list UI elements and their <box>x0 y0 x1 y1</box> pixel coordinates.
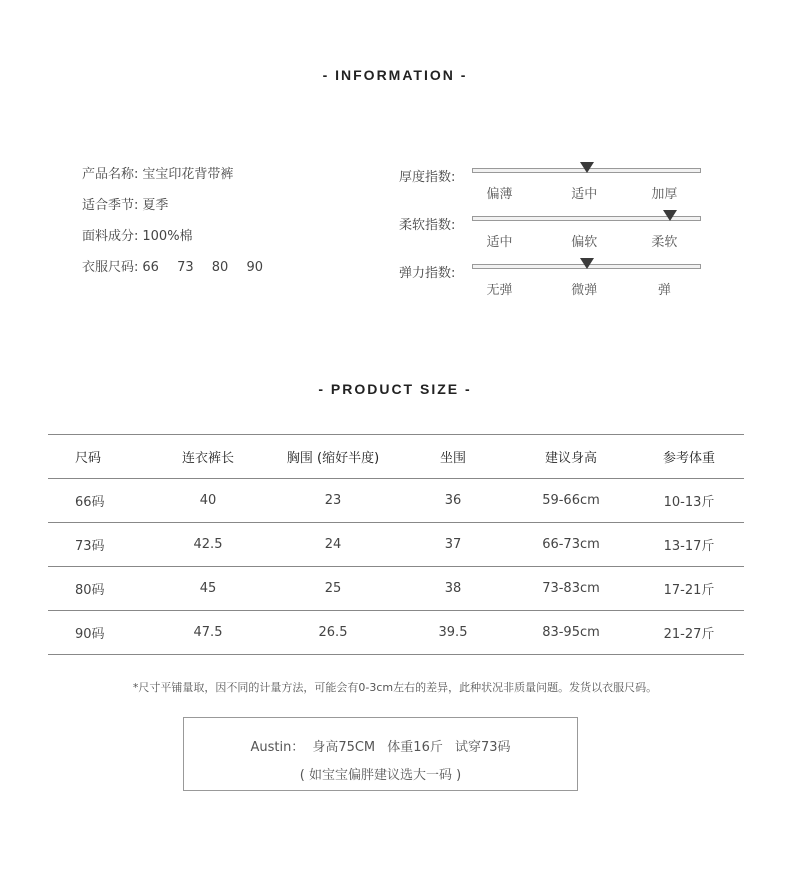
size-table <box>48 434 744 655</box>
index-scale-bar <box>472 168 701 173</box>
table-cell: 26.5 <box>268 611 398 655</box>
table-cell: 66-73cm <box>508 523 634 567</box>
table-cell: 17-21斤 <box>634 567 744 611</box>
table-cell: 25 <box>268 567 398 611</box>
size-value: 80 <box>211 260 229 275</box>
elasticity-index <box>399 256 719 304</box>
info-label: 面料成分: <box>82 229 139 244</box>
table-cell: 24 <box>268 523 398 567</box>
info-row-sizes <box>82 259 277 290</box>
information-title: - INFORMATION - <box>322 67 468 83</box>
index-option: 适中 <box>571 187 598 202</box>
index-label: 厚度指数: <box>399 170 456 185</box>
table-cell: 45 <box>148 567 268 611</box>
table-cell: 47.5 <box>148 611 268 655</box>
table-cell: 73-83cm <box>508 567 634 611</box>
triangle-down-icon <box>580 162 594 173</box>
table-cell: 36 <box>398 479 508 523</box>
index-label: 柔软指数: <box>399 218 456 233</box>
index-option: 微弹 <box>571 283 598 298</box>
thickness-index <box>399 160 719 208</box>
info-row-name <box>82 166 277 197</box>
model-fit: 试穿73码 <box>454 740 511 755</box>
model-name: Austin： <box>250 740 305 755</box>
model-info-line <box>184 736 577 755</box>
column-header: 参考体重 <box>634 435 744 479</box>
index-option: 适中 <box>486 235 513 250</box>
index-label: 弹力指数: <box>399 266 456 281</box>
table-cell: 66码 <box>48 479 148 523</box>
index-option: 无弹 <box>486 283 513 298</box>
info-value: 100%棉 <box>142 229 193 244</box>
table-cell: 23 <box>268 479 398 523</box>
table-cell: 21-27斤 <box>634 611 744 655</box>
info-label: 衣服尺码: <box>82 260 139 275</box>
index-option: 偏软 <box>571 235 598 250</box>
table-row <box>48 523 744 567</box>
index-option: 弹 <box>657 283 671 298</box>
table-row <box>48 567 744 611</box>
size-values <box>142 259 277 277</box>
table-cell: 39.5 <box>398 611 508 655</box>
triangle-down-icon <box>580 258 594 269</box>
model-weight: 体重16斤 <box>387 740 443 755</box>
table-cell: 90码 <box>48 611 148 655</box>
index-option: 加厚 <box>651 187 678 202</box>
table-row <box>48 611 744 655</box>
size-value: 73 <box>177 260 194 275</box>
column-header: 建议身高 <box>508 435 634 479</box>
table-cell: 37 <box>398 523 508 567</box>
table-cell: 13-17斤 <box>634 523 744 567</box>
column-header: 胸围 (缩好半度) <box>268 435 398 479</box>
model-advice: ( 如宝宝偏胖建议选大一码 ) <box>299 768 462 783</box>
product-size-title: - PRODUCT SIZE - <box>318 381 472 397</box>
info-value: 夏季 <box>142 198 169 213</box>
table-row <box>48 479 744 523</box>
index-scale-bar <box>472 264 701 269</box>
table-cell: 73码 <box>48 523 148 567</box>
size-value: 66 <box>142 260 159 275</box>
info-row-season <box>82 197 277 228</box>
column-header: 尺码 <box>48 435 148 479</box>
fabric-index-panel <box>399 160 719 304</box>
info-label: 适合季节: <box>82 198 139 213</box>
model-height: 身高75CM <box>312 740 376 755</box>
table-cell: 83-95cm <box>508 611 634 655</box>
index-option: 柔软 <box>651 235 678 250</box>
table-cell: 40 <box>148 479 268 523</box>
size-value: 90 <box>246 260 263 275</box>
index-scale-bar <box>472 216 701 221</box>
table-cell: 38 <box>398 567 508 611</box>
triangle-down-icon <box>663 210 677 221</box>
measurement-note: *尺寸平铺量取，因不同的计量方法，可能会有0-3cm左右的差异，此种状况非质量问题。发货以衣服尺码。 <box>132 681 658 694</box>
table-cell: 80码 <box>48 567 148 611</box>
info-row-material <box>82 228 277 259</box>
column-header: 连衣裤长 <box>148 435 268 479</box>
product-info-list <box>82 166 277 290</box>
table-cell: 42.5 <box>148 523 268 567</box>
table-header-row <box>48 435 744 479</box>
index-option: 偏薄 <box>486 187 513 202</box>
table-cell: 10-13斤 <box>634 479 744 523</box>
table-cell: 59-66cm <box>508 479 634 523</box>
softness-index <box>399 208 719 256</box>
info-label: 产品名称: <box>82 167 139 182</box>
info-value: 宝宝印花背带裤 <box>142 167 234 182</box>
model-fit-box <box>183 717 578 791</box>
column-header: 坐围 <box>398 435 508 479</box>
